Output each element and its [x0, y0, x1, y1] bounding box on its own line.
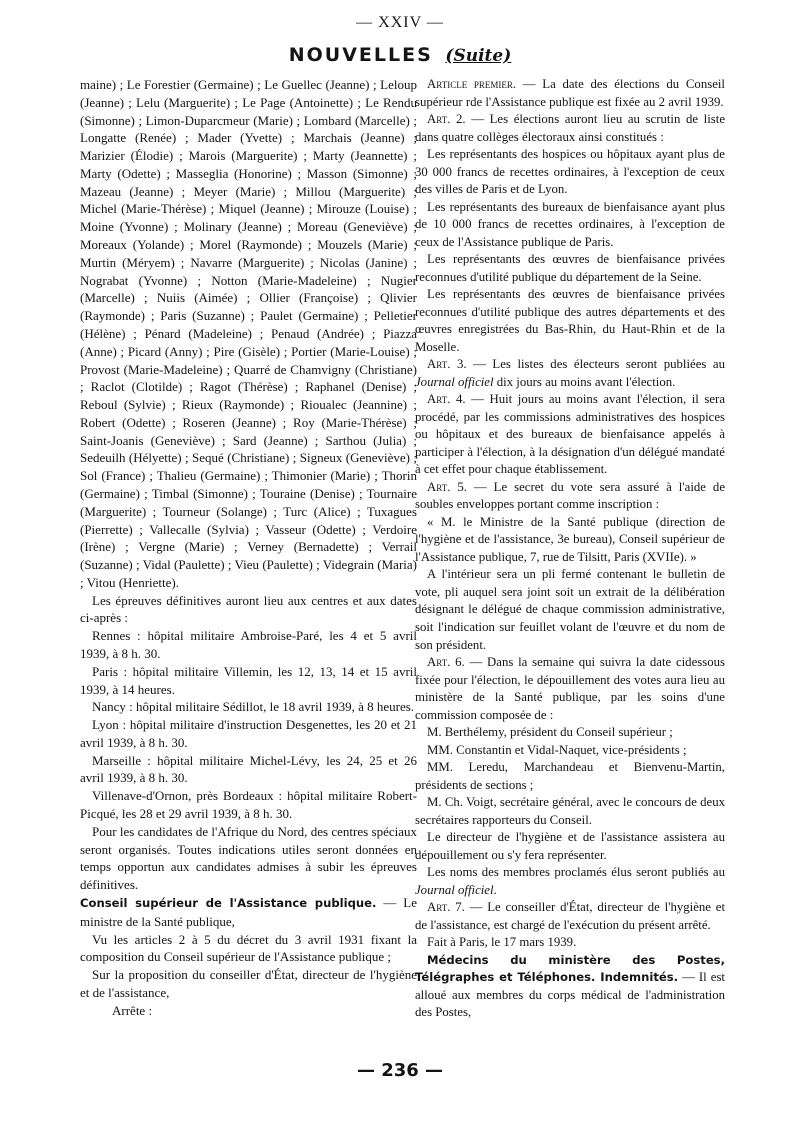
college-bureaux: Les représentants des bureaux de bienfaisance ayant plus de 10 000 francs de recettes ordinaires, à l'exception de ceux de l'Assistance publique de Paris. [415, 199, 725, 249]
article-1-label: Article premier. [427, 77, 517, 91]
college-autres: Les représentants des œuvres de bienfaisance privées reconnues d'utilité publique des autres départements et des œuvres enregistrées du Bas-Rhin, du Haut-Rhin et de la Moselle. [415, 287, 725, 354]
article-5-label: Art. 5. [427, 479, 467, 494]
afrique-paragraph: Pour les candidates de l'Afrique du Nord, des centres spéciaux seront organisés. Toutes indications utiles seront données en temps opportun aux candidates admises à subir les épreuves définitives. [80, 823, 417, 893]
article-6-label: Art. 6. [427, 655, 465, 670]
article-4 [415, 391, 725, 479]
centre-rennes: Rennes : hôpital militaire Ambroise-Paré, les 4 et 5 avril 1939, à 8 h. 30. [80, 628, 417, 661]
centre-villenave: Villenave-d'Ornon, près Bordeaux : hôpital militaire Robert-Picqué, les 28 et 29 avril 1939, à 8 h. 30. [80, 788, 417, 822]
noms-paragraph [415, 864, 725, 899]
centre-nancy: Nancy : hôpital militaire Sédillot, le 18 avril 1939, à 8 heures. [92, 699, 415, 715]
article-3 [415, 356, 725, 391]
article-7 [415, 899, 725, 934]
fait-line: Fait à Paris, le 17 mars 1939. [427, 935, 577, 950]
sur-paragraph: Sur la proposition du conseiller d'État, directeur de l'hygiène et de l'assistance, [80, 967, 417, 1000]
conseil-text: — Le ministre de la Santé publique, [80, 894, 417, 929]
article-5-text: — Le secret du vote sera assuré à l'aide de soubles enveloppes portant comme inscription : [415, 479, 726, 512]
directeur-paragraph: Le directeur de l'hygiène et de l'assistance assistera au dépouillement ou s'y fera représenter. [415, 830, 725, 862]
candidate-names-list: maine) ; Le Forestier (Germaine) ; Le Guellec (Jeanne) ; Leloup (Jeanne) ; Lelu (Marguerite) ; Le Page (Antoinette) ; Le Rendu (Simonne) ; Limon-Duparcmeur (Marie) ; Lombard (Marcelle) ; Longatte (Renée) ; Mader (Yvette) ; Marchais (Jeanne) ; Marizier (Élodie) ; Marois (Marguerite) ; Marty (Jeannette) ; Marty (Odette) ; Masseglia (Honorine) ; Masson (Simonne) ; Mazeau (Jeanne) ; Meyer (Marie) ; Millou (Marguerite) ; Michel (Marie-Thérèse) ; Miquel (Jeanne) ; Mirouze (Louise) ; Moine (Yvonne) ; Molinary (Jeanne) ; Moreau (Geneviève) ; Moreaux (Yolande) ; Morel (Raymonde) ; Mouzels (Marie) ; Murtin (Méryem) ; Navarre (Marguerite) ; Nicolas (Janine) ; Nograbat (Yvonne) ; Notton (Marie-Madeleine) ; Nugier (Marcelle) ; Nuiis (Aimée) ; Ollier (Françoise) ; Qlivier (Raymonde) ; Paris (Suzanne) ; Paulet (Germaine) ; Pelletier (Hélène) ; Pénard (Madeleine) ; Penaud (Andrée) ; Piazza (Anne) ; Picard (Anny) ; Pire (Gisèle) ; Portier (Marie-Louise) ; Provost (Marie-Madeleine) ; Quarré de Chamvigny (Christiane) ; Raclot (Clotilde) ; Ragot (Thérèse) ; Raphanel (Denise) ; Reboul (Sylvie) ; Rieux (Raymonde) ; Rioualec (Jeannine) ; Robert (Odette) ; Roseren (Jeanne) ; Roy (Marie-Thérèse) ; Saint-Joanis (Geneviève) ; Sard (Jeanne) ; Sarthou (Julia) ; Sedeuilh (Hélyette) ; Sequé (Christiane) ; Signeux (Geneviève) ; Sol (France) ; Thalieu (Germaine) ; Thimonier (Marie) ; Thorin (Germaine) ; Timbal (Simonne) ; Touraine (Denise) ; Tournaire (Marguerite) ; Tourneur (Solange) ; Turc (Alice) ; Tuxagues (Pierrette) ; Vallecalle (Sylvia) ; Vasseur (Odette) ; Verdoire (Irène) ; Vergne (Marie) ; Verney (Bernadette) ; Verrail (Suzanne) ; Vidal (Paulette) ; Vieu (Paulette) ; Videgrain (Maria) ; Vitou (Henriette). [80, 77, 417, 590]
college-hospices: Les représentants des hospices ou hôpitaux ayant plus de 30 000 francs de recettes ordinaires, à l'exception de ceux des villes de Paris et de Lyon. [415, 147, 725, 197]
article-6 [415, 654, 725, 724]
medecins-text: — Il est alloué aux membres du corps médical de l'administration des Postes, [415, 970, 725, 1020]
arrete-line: Arrête : [112, 1002, 153, 1018]
article-3-journal: Journal officiel [415, 374, 494, 389]
centre-lyon: Lyon : hôpital militaire d'instruction Desgenettes, les 20 et 21 avril 1939, à 8 h. 30. [80, 717, 417, 750]
right-column [415, 76, 725, 1022]
article-4-label: Art. 4. [427, 392, 466, 407]
conseil-heading: Conseil supérieur de l'Assistance publique. [80, 895, 377, 910]
article-5 [415, 479, 725, 514]
article-4-text: — Huit jours au moins avant l'élection, il sera procédé, par les commissions administratives des hospices ou hôpitaux et des bureaux de bienfaisance appelés à participer à l'élection, à la désignation d'un délégué mandaté à cet effet pour chaque établissement. [415, 392, 725, 477]
noms-text-a: Les noms des membres proclamés élus seront publiés au [427, 865, 725, 880]
member-voigt: M. Ch. Voigt, secrétaire général, avec le concours de deux secrétaires rapporteurs du Conseil. [415, 795, 725, 827]
article-1-text: — La date des élections du Conseil supérieur rde l'Assistance publique est fixée au 2 avril 1939. [415, 77, 725, 109]
epreuves-paragraph: Les épreuves définitives auront lieu aux centres et aux dates ci-après : [80, 592, 417, 626]
title-text: NOUVELLES [288, 44, 433, 66]
page-number: — 236 — [356, 1060, 444, 1081]
article-3-text-a: — Les listes des électeurs seront publiées au [466, 357, 725, 372]
centre-marseille: Marseille : hôpital militaire Michel-Lévy, les 24, 25 et 26 avril 1939, à 8 h. 30. [80, 752, 417, 786]
noms-text-b: . [493, 882, 497, 897]
member-leredu: MM. Leredu, Marchandeau et Bienvenu-Martin, présidents de sections ; [415, 760, 725, 792]
vu-paragraph: Vu les articles 2 à 5 du décret du 3 avril 1931 fixant la composition du Conseil supérieur de l'Assistance publique ; [80, 931, 417, 965]
article-2-label: Art. 2. [427, 112, 466, 127]
article-3-label: Art. 3. [427, 357, 467, 372]
article-7-label: Art. 7. [427, 900, 465, 915]
article-1 [415, 76, 725, 111]
left-column [80, 76, 417, 1019]
college-seine: Les représentants des œuvres de bienfaisance privées reconnues d'utilité publique du département de la Seine. [415, 252, 725, 284]
conseil-paragraph [80, 894, 417, 931]
roman-page-number: — XXIV — [356, 14, 444, 31]
page-title [0, 44, 800, 66]
member-constantin: MM. Constantin et Vidal-Naquet, vice-présidents ; [427, 742, 687, 757]
envelope-address: « M. le Ministre de la Santé publique (direction de l'hygiène et de l'assistance, 3e bureau), Conseil supérieur de l'Assistance publique, 7, rue de Tilsitt, Paris (XVIIe). » [415, 514, 725, 564]
article-6-text: — Dans la semaine qui suivra la date cidessous fixée pour l'élection, le dépouillement des votes aura lieu au ministère de la Santé publique, par les soins d'une commission composée de : [415, 655, 725, 722]
article-2 [415, 111, 725, 146]
medecins-heading: Médecins du ministère des Postes, Télégraphes et Téléphones. Indemnités. [415, 952, 725, 985]
medecins-paragraph [415, 952, 725, 1022]
article-3-text-b: dix jours au moins avant l'élection. [493, 374, 676, 389]
interieur-paragraph: A l'intérieur sera un pli fermé contenant le bulletin de vote, pli auquel sera joint soit un extrait de la délibération désignant le délégué de chaque commission administrative, soit l'indication sur feuillet volant de l'œuvre et du nom de son président. [415, 567, 725, 652]
noms-journal: Journal officiel [415, 882, 494, 897]
article-2-text: — Les élections auront lieu au scrutin de liste dans quatre collèges électoraux ainsi constitués : [415, 112, 725, 144]
member-berthelemy: M. Berthélemy, président du Conseil supérieur ; [427, 725, 673, 740]
title-suite: (Suite) [445, 46, 512, 66]
centre-paris: Paris : hôpital militaire Villemin, les 12, 13, 14 et 15 avril 1939, à 14 heures. [80, 663, 417, 697]
article-7-text: — Le conseiller d'État, directeur de l'hygiène et de l'assistance, est chargé de l'exécution du présent arrêté. [415, 900, 725, 932]
